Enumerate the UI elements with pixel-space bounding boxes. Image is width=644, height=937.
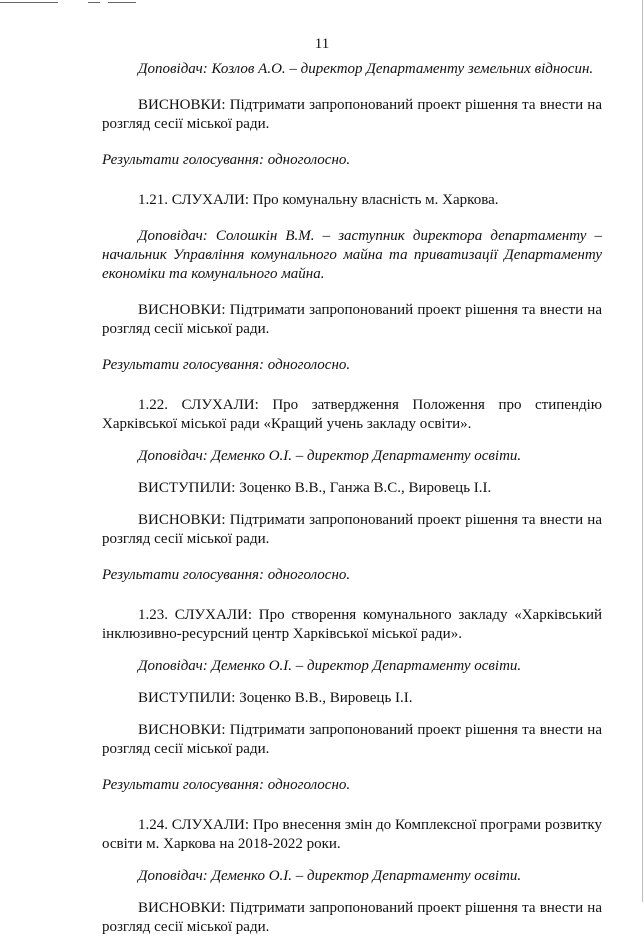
page-edge <box>642 0 643 902</box>
speaker-line: Доповідач: Деменко О.І. – директор Департаменту освіти. <box>138 448 522 464</box>
minutes-content <box>102 60 602 937</box>
agenda-item-heard: 1.23. СЛУХАЛИ: Про створення комунального закладу «Харківський інклюзивно-ресурсний центр Харківської міської ради». <box>102 607 602 642</box>
conclusion-paragraph: ВИСНОВКИ: Підтримати запропонований проект рішення та внести на розгляд сесії міської ради. <box>102 722 602 757</box>
conclusion-paragraph: ВИСНОВКИ: Підтримати запропонований проект рішення та внести на розгляд сесії міської ради. <box>102 512 602 547</box>
spoke-line: ВИСТУПИЛИ: Зоценко В.В., Ганжа В.С., Вировець І.І. <box>138 480 492 496</box>
agenda-item-heard: 1.21. СЛУХАЛИ: Про комунальну власність м. Харкова. <box>138 192 499 208</box>
agenda-item-heard: 1.22. СЛУХАЛИ: Про затвердження Положення про стипендію Харківської міської ради «Кращий учень закладу освіти». <box>102 397 602 432</box>
speaker-line: Доповідач: Деменко О.І. – директор Департаменту освіти. <box>138 658 522 674</box>
speaker-line: Доповідач: Козлов А.О. – директор Департаменту земельних відносин. <box>138 61 594 77</box>
vote-result: Результати голосування: одноголосно. <box>102 152 351 168</box>
scan-artifact-line <box>108 2 136 3</box>
page-number: 11 <box>314 36 330 52</box>
conclusion-paragraph: ВИСНОВКИ: Підтримати запропонований проект рішення та внести на розгляд сесії міської ради. <box>102 900 602 935</box>
conclusion-paragraph: ВИСНОВКИ: Підтримати запропонований проект рішення та внести на розгляд сесії міської ради. <box>102 302 602 337</box>
vote-result: Результати голосування: одноголосно. <box>102 357 351 373</box>
vote-result: Результати голосування: одноголосно. <box>102 567 351 583</box>
scan-artifact-line <box>0 2 58 3</box>
spoke-line: ВИСТУПИЛИ: Зоценко В.В., Вировець І.І. <box>138 690 413 706</box>
speaker-line: Доповідач: Солошкін В.М. – заступник директора департаменту – начальник Управління комунального майна та приватизації Департаменту економіки та комунального майна. <box>102 228 602 282</box>
vote-result: Результати голосування: одноголосно. <box>102 777 351 793</box>
speaker-line: Доповідач: Деменко О.І. – директор Департаменту освіти. <box>138 868 522 884</box>
scan-artifact-line <box>88 2 100 3</box>
agenda-item-heard: 1.24. СЛУХАЛИ: Про внесення змін до Комплексної програми розвитку освіти м. Харкова на 2018-2022 роки. <box>102 817 602 852</box>
conclusion-paragraph: ВИСНОВКИ: Підтримати запропонований проект рішення та внести на розгляд сесії міської ради. <box>102 97 602 132</box>
